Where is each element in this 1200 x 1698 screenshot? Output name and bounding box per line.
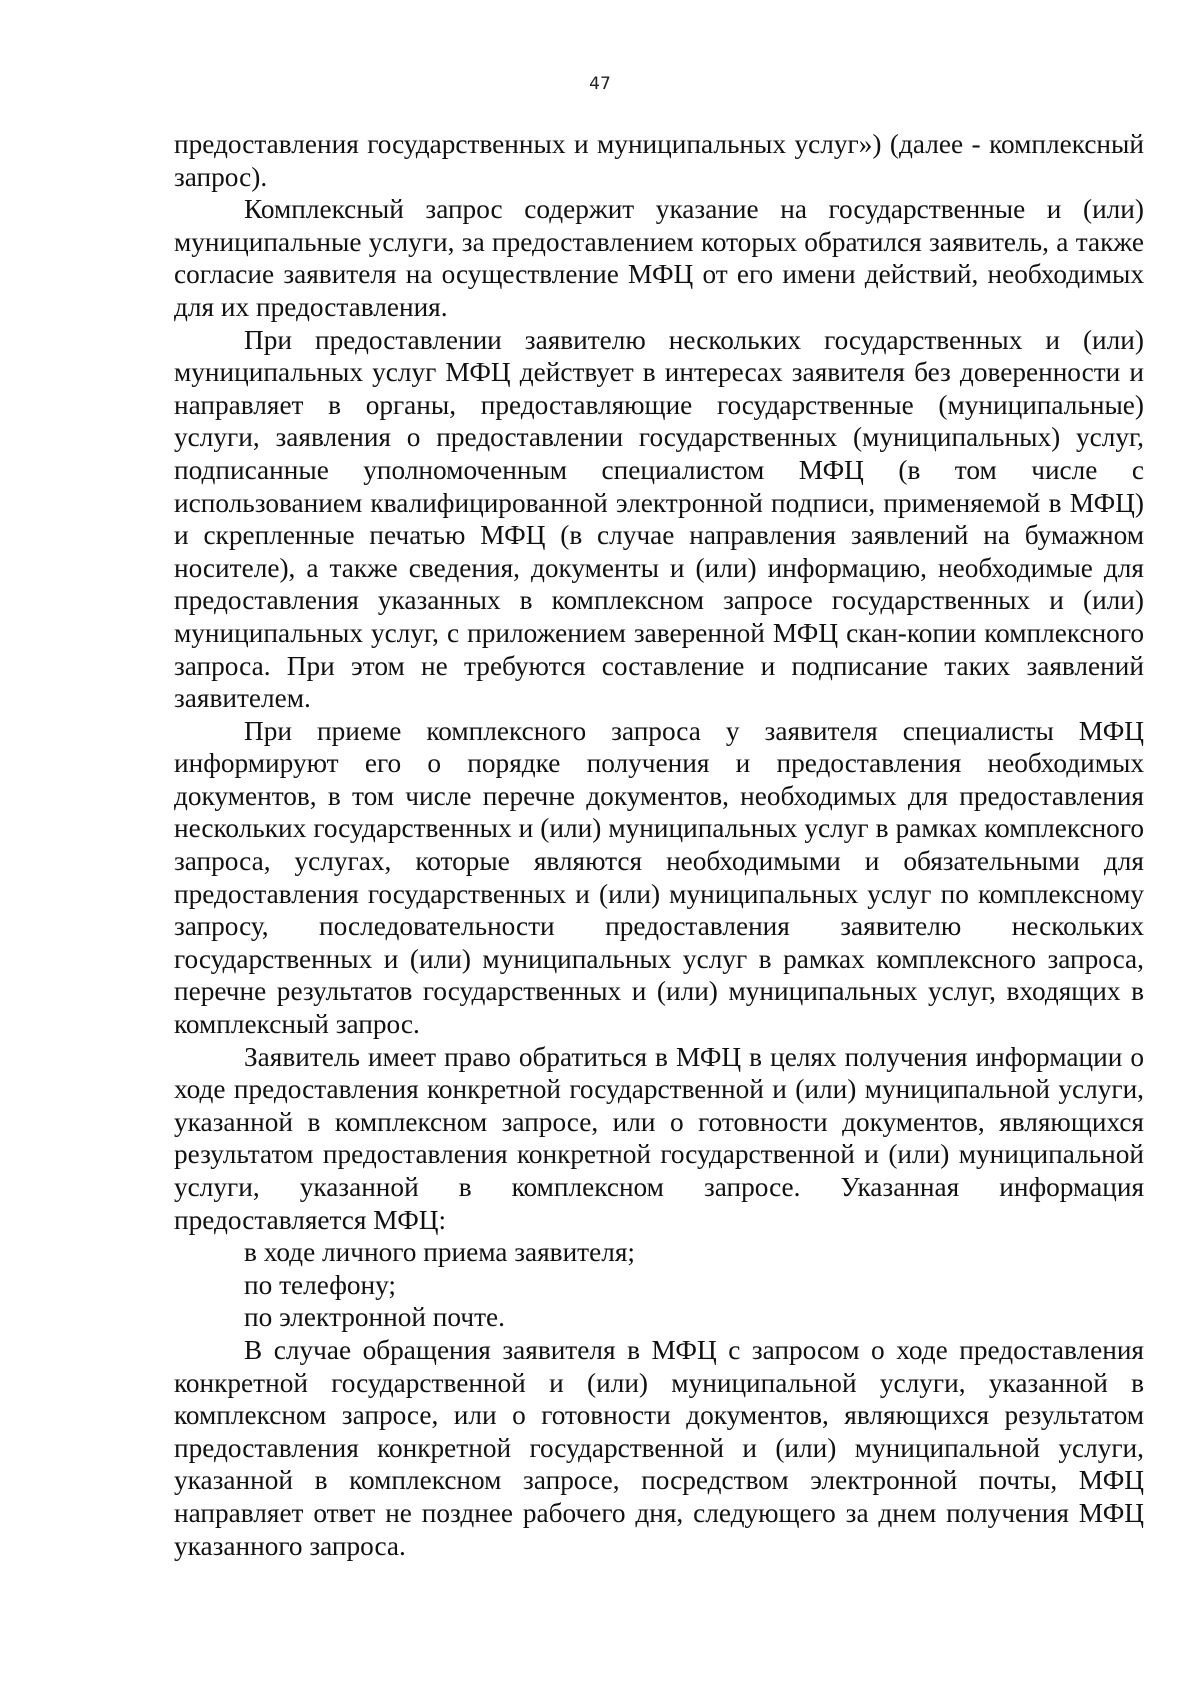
paragraph: При предоставлении заявителю нескольких государственных и (или) муниципальных услуг МФЦ действует в интересах заявителя без доверенности и направляет в органы, предоставляющие государственные (муниципальные) услуги, заявления о предоставлении государственных (муниципальных) услуг, подписанные уполномоченным специалистом МФЦ (в том числе с использованием квалифицированной электронной подписи, применяемой в МФЦ) и скрепленные печатью МФЦ (в случае направления заявлений на бумажном носителе), а также сведения, документы и (или) информацию, необходимые для предоставления указанных в комплексном запросе государственных и (или) муниципальных услуг, с приложением заверенной МФЦ скан-копии комплексного запроса. При этом не требуются составление и подписание таких заявлений заявителем. [174,324,1144,714]
paragraph: При приеме комплексного запроса у заявителя специалисты МФЦ информируют его о порядке получения и предоставления необходимых документов, в том числе перечне документов, необходимых для предоставления нескольких государственных и (или) муниципальных услуг в рамках комплексного запроса, услугах, которые являются необходимыми и обязательными для предоставления государственных и (или) муниципальных услуг по комплексному запросу, последовательности предоставления заявителю нескольких государственных и (или) муниципальных услуг в рамках комплексного запроса, перечне результатов государственных и (или) муниципальных услуг, входящих в комплексный запрос. [174,715,1144,1040]
paragraph: Комплексный запрос содержит указание на государственные и (или) муниципальные услуги, за предоставлением которых обратился заявитель, а также согласие заявителя на осуществление МФЦ от его имени действий, необходимых для их предоставления. [174,194,1144,322]
list-item: по электронной почте. [244,1302,505,1333]
document-body [174,128,1144,1562]
page-number: 47 [589,74,611,94]
paragraph-final: В случае обращения заявителя в МФЦ с запросом о ходе предоставления конкретной государственной и (или) муниципальной услуги, указанной в комплексном запросе, или о готовности документов, являющихся результатом предоставления конкретной государственной и (или) муниципальной услуги, указанной в комплексном запросе, посредством электронной почты, МФЦ направляет ответ не позднее рабочего дня, следующего за днем получения МФЦ указанного запроса. [174,1334,1144,1561]
list-item: по телефону; [244,1269,397,1300]
list-item: в ходе личного приема заявителя; [244,1237,635,1268]
paragraph: Заявитель имеет право обратиться в МФЦ в целях получения информации о ходе предоставления конкретной государственной и (или) муниципальной услуги, указанной в комплексном запросе, или о готовности документов, являющихся результатом предоставления конкретной государственной и (или) муниципальной услуги, указанной в комплексном запросе. Указанная информация предоставляется МФЦ: [174,1041,1144,1235]
paragraph-continuation: предоставления государственных и муниципальных услуг») (далее - комплексный запрос). [174,129,1144,192]
